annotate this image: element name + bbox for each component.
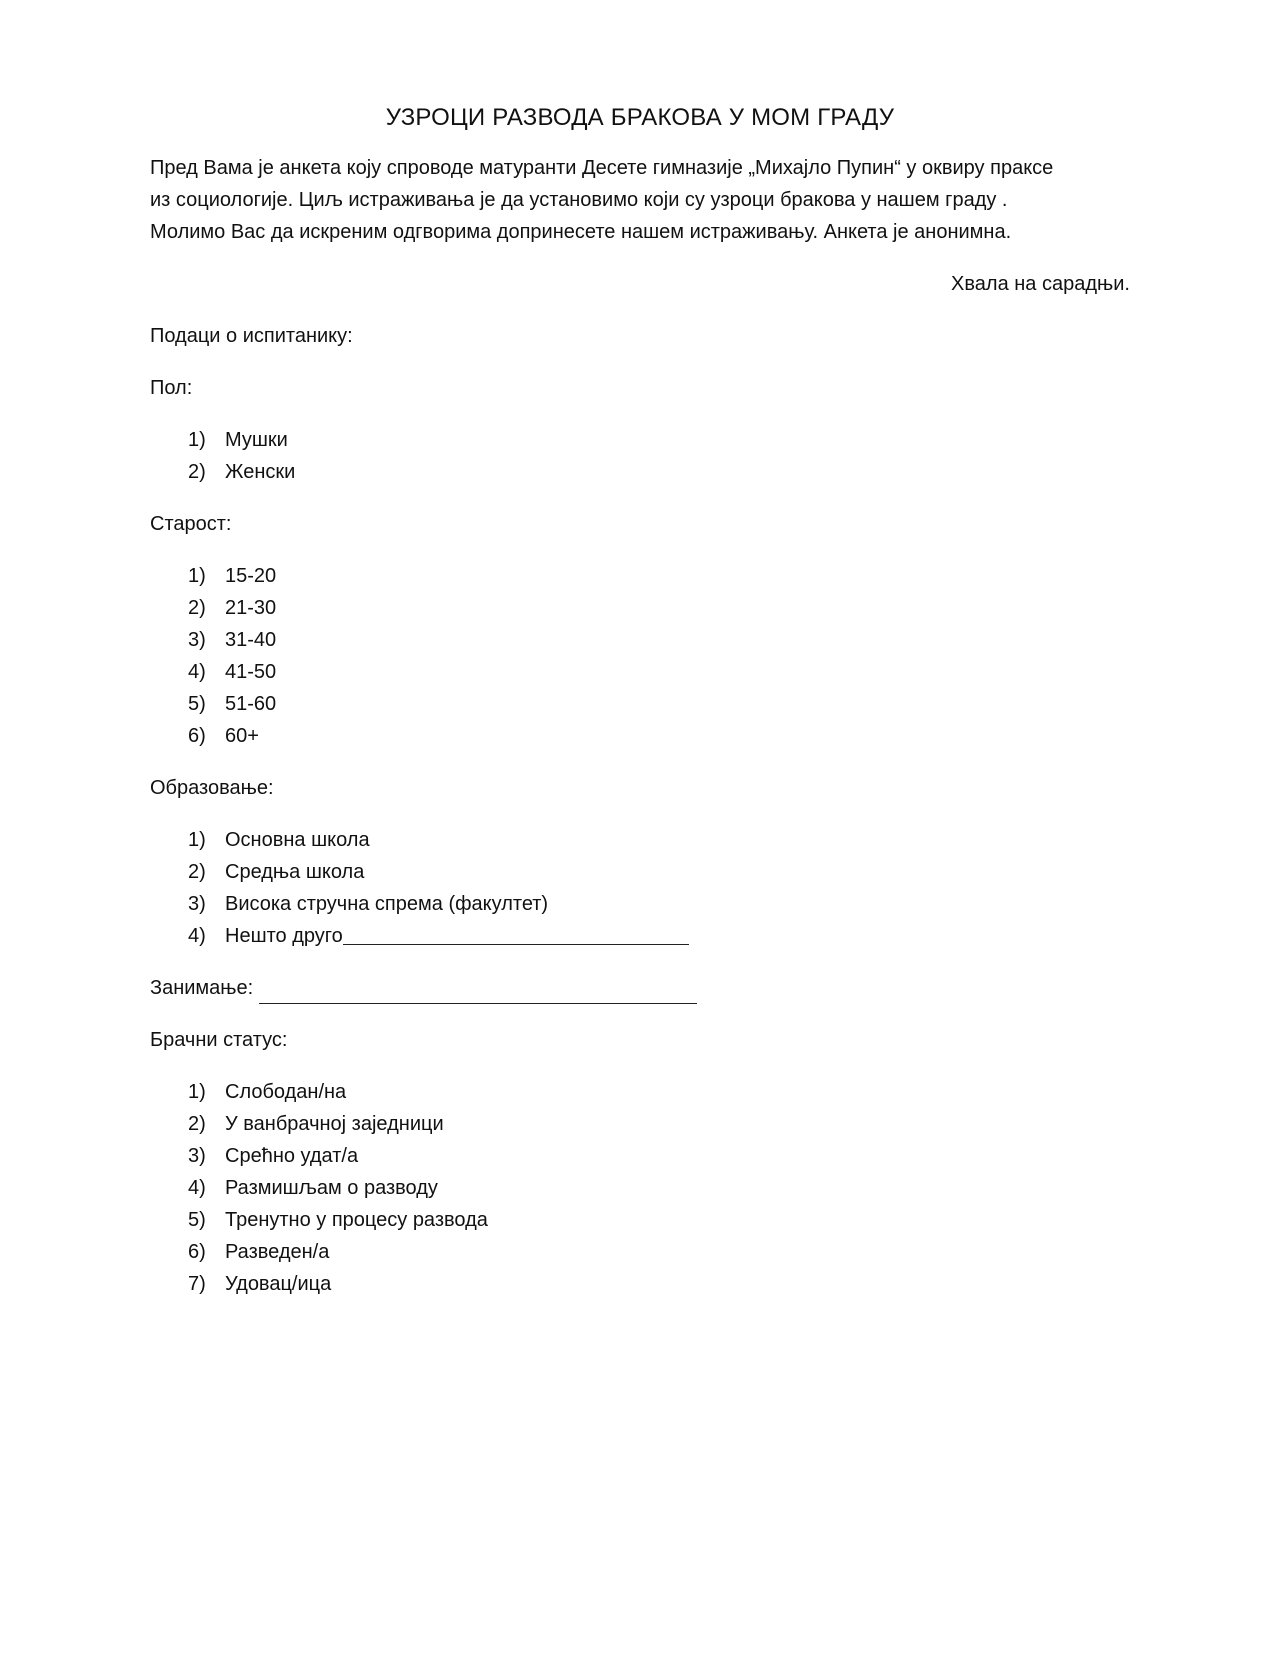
option-text: 51-60 [225,693,277,715]
option-number: 4) [188,661,206,683]
age-option[interactable] [188,560,1130,592]
option-text: Разведен/а [225,1241,330,1263]
option-number: 2) [188,597,206,619]
intro-line: из социологије. Циљ истраживања је да установимо који су узроци бракова у нашем граду . [150,189,1008,211]
option-number: 1) [188,429,206,451]
marital-option[interactable] [188,1140,1130,1172]
gender-option[interactable] [188,424,1130,456]
marital-label: Брачни статус: [150,1029,288,1051]
thanks-note: Хвала на сарадњи. [951,273,1130,295]
option-number: 2) [188,461,206,483]
option-number: 7) [188,1273,206,1295]
option-text: 41-50 [225,661,277,683]
gender-option[interactable] [188,456,1130,488]
option-text: Нешто друго [225,925,343,947]
option-text: Срећно удат/а [225,1145,359,1167]
marital-option[interactable] [188,1268,1130,1300]
option-text: 31-40 [225,629,277,651]
age-label: Старост: [150,513,232,535]
option-text: Женски [225,461,296,483]
age-option[interactable] [188,688,1130,720]
option-number: 1) [188,1081,206,1103]
option-number: 2) [188,861,206,883]
option-number: 1) [188,829,206,851]
option-text: 60+ [225,725,259,747]
age-option[interactable] [188,624,1130,656]
option-text: Удовац/ица [225,1273,332,1295]
survey-content [150,100,1130,1300]
age-options [150,560,1130,752]
option-text: Размишљам о разводу [225,1177,438,1199]
education-option[interactable] [188,888,1130,920]
marital-option[interactable] [188,1076,1130,1108]
respondent-label: Подаци о испитанику: [150,325,353,347]
age-option[interactable] [188,656,1130,688]
marital-options [150,1076,1130,1300]
survey-title: УЗРОЦИ РАЗВОДА БРАКОВА У МОМ ГРАДУ [385,104,895,131]
option-text: Мушки [225,429,288,451]
option-text: Тренутно у процесу развода [225,1209,488,1231]
education-label: Образовање: [150,777,274,799]
option-text: Слободан/на [225,1081,347,1103]
occupation-label: Занимање: [150,977,254,999]
intro-line: Пред Вама је анкета коју спроводе матуранти Десете гимназије „Михајло Пупин“ у оквиру праксе [150,157,1054,179]
option-text: Основна школа [225,829,370,851]
option-text: Средња школа [225,861,365,883]
option-number: 6) [188,725,206,747]
option-number: 3) [188,629,206,651]
education-option[interactable] [188,824,1130,856]
education-option[interactable] [188,920,1130,952]
education-option[interactable] [188,856,1130,888]
intro-line: Молимо Вас да искреним одгворима допринесете нашем истраживању. Анкета је анонимна. [150,221,1012,243]
occupation-row [150,972,1130,1004]
education-options [150,824,1130,952]
option-number: 5) [188,1209,206,1231]
marital-option[interactable] [188,1236,1130,1268]
age-option[interactable] [188,720,1130,752]
option-number: 2) [188,1113,206,1135]
option-number: 4) [188,1177,206,1199]
option-number: 6) [188,1241,206,1263]
option-text: 21-30 [225,597,277,619]
gender-options [150,424,1130,488]
option-number: 5) [188,693,206,715]
marital-option[interactable] [188,1204,1130,1236]
age-option[interactable] [188,592,1130,624]
other-education-blank[interactable] [343,920,689,945]
marital-option[interactable] [188,1172,1130,1204]
marital-option[interactable] [188,1108,1130,1140]
intro-paragraph [150,152,1130,248]
option-number: 1) [188,565,206,587]
occupation-blank[interactable] [259,979,697,1004]
option-number: 4) [188,925,206,947]
option-number: 3) [188,1145,206,1167]
option-text: 15-20 [225,565,277,587]
option-text: У ванбрачној заједници [225,1113,444,1135]
option-text: Висока стручна спрема (факултет) [225,893,549,915]
gender-label: Пол: [150,377,193,399]
option-number: 3) [188,893,206,915]
